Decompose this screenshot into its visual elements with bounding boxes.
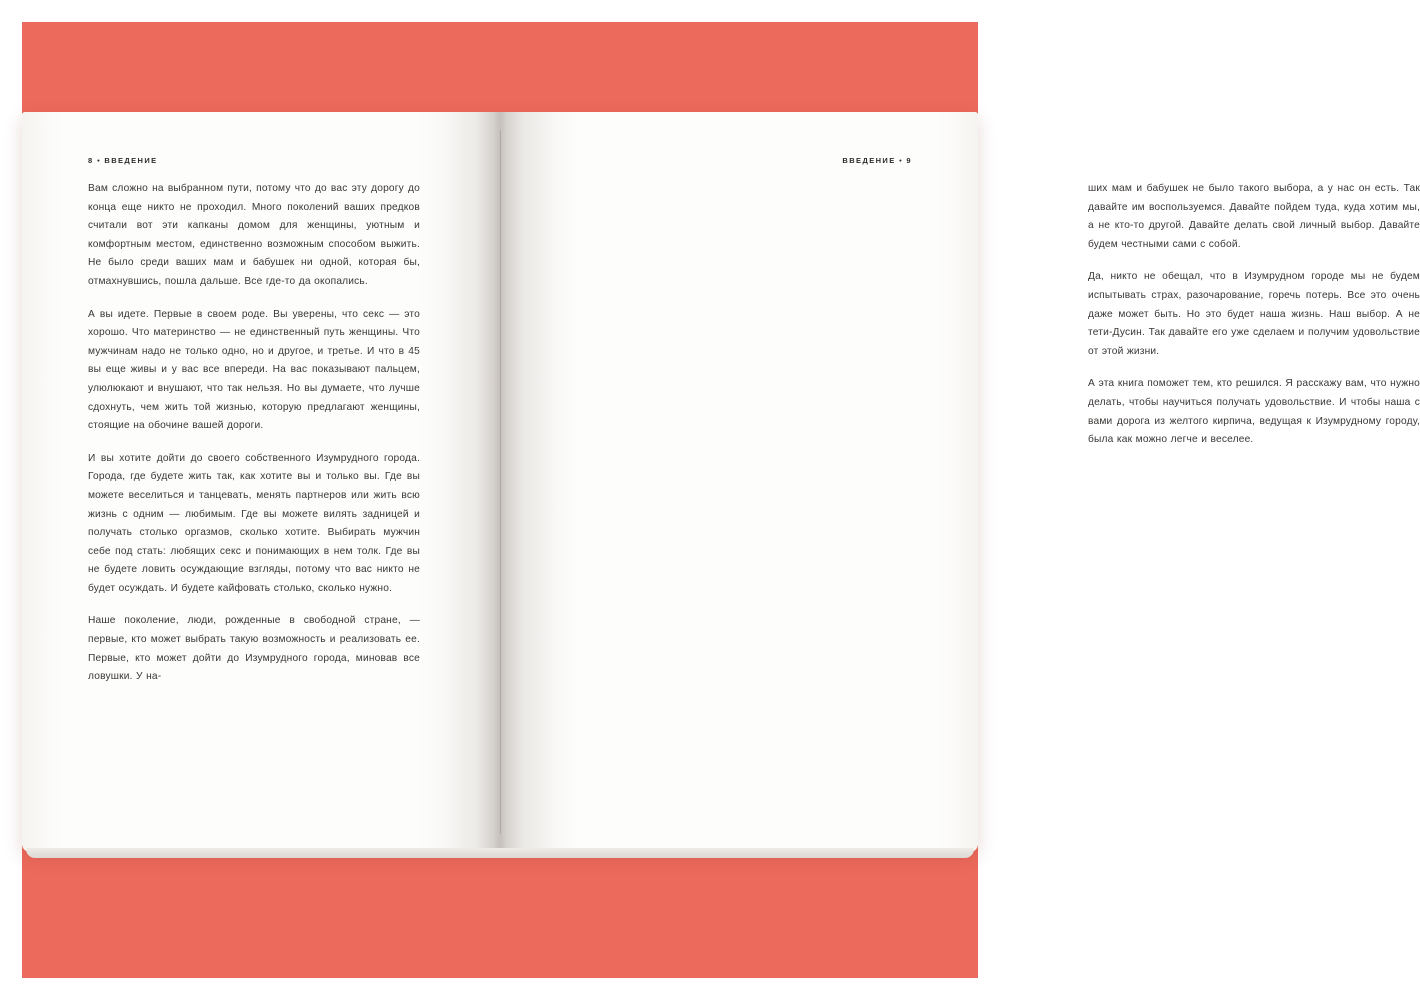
paragraph: ших мам и бабушек не было такого выбора, а у нас он есть. Так давайте им воспользуемся. Давайте пойдем туда, куда хотим мы, а не кто-то другой. Давайте делать свой личный выбор. Давайте будем честными сами с собой. <box>1088 183 1420 250</box>
left-page <box>22 112 500 852</box>
running-head-separator-left: • <box>97 156 101 165</box>
photo-margin-right <box>978 0 1000 1000</box>
running-head-separator-right: • <box>899 156 903 165</box>
running-head-left <box>88 156 158 165</box>
running-head-right <box>842 156 912 165</box>
paragraph: И вы хотите дойти до своего собственного Изумрудного города. Города, где будете жить так, как хотите вы и только вы. Где вы можете веселиться и танцевать, менять партнеров или жить всю жизнь с одним — любимым. Где вы можете вилять задницей и получать столько оргазмов, сколько хотите. Выбирать мужчин себе под стать: любящих секс и понимающих в нем толк. Где вы не будете ловить осуждающие взгляды, потому что вас никто не будет осуждать. И будете кайфовать столько, сколько нужно. <box>88 452 420 594</box>
page-number-right: 9 <box>906 156 912 165</box>
page-number-left: 8 <box>88 156 94 165</box>
photo-margin-left <box>0 0 22 1000</box>
running-head-label-right: ВВЕДЕНИЕ <box>842 156 896 165</box>
body-text-left <box>88 180 420 687</box>
paragraph: Да, никто не обещал, что в Изумрудном городе мы не будем испытывать страх, разочарование, горечь потерь. Все это очень даже может быть. Но это будет наша жизнь. Наш выбор. А не тети-Дусин. Так давайте его уже сделаем и получим удовольствие от этой жизни. <box>1088 271 1420 357</box>
paragraph: А эта книга поможет тем, кто решился. Я расскажу вам, что нужно делать, чтобы научиться получать удовольствие. И чтобы наша с вами дорога из желтого кирпича, ведущая к Изумрудному городу, была как можно легче и веселее. <box>1088 378 1420 446</box>
right-page <box>500 112 1420 852</box>
paragraph: Наше поколение, люди, рожденные в свободной стране, — первые, кто может выбрать такую возможность и реализовать ее. Первые, кто может дойти до Изумрудного города, миновав все ловушки. У на- <box>88 615 420 683</box>
photo-margin-top <box>0 0 1000 22</box>
book-spine-crease <box>500 130 501 834</box>
paragraph: А вы идете. Первые в своем роде. Вы уверены, что секс — это хорошо. Что материнство — не единственный путь женщины. Что мужчинам надо не только одно, но и другое, и третье. И что в 45 вы еще живы и у вас все впереди. На вас показывают пальцем, улюлюкают и внушают, что так нельзя. Но вы думаете, что лучше сдохнуть, чем жить той жизнью, которую предлагают женщины, стоящие на обочине вашей дороги. <box>88 308 420 432</box>
paragraph: Вам сложно на выбранном пути, потому что до вас эту дорогу до конца еще никто не проходил. Много поколений ваших предков считали вот эти капканы домом для женщины, уютным и комфортным местом, единственно возможным способом выжить. Не было среди ваших мам и бабушек ни одной, которая бы, отмахнувшись, пошла дальше. Все где-то да окопались. <box>88 183 420 287</box>
open-book <box>22 112 1420 852</box>
photo-margin-bottom <box>0 978 1000 1000</box>
body-text-right <box>1088 180 1420 450</box>
running-head-label-left: ВВЕДЕНИЕ <box>104 156 158 165</box>
page-stack-edge <box>26 848 974 858</box>
